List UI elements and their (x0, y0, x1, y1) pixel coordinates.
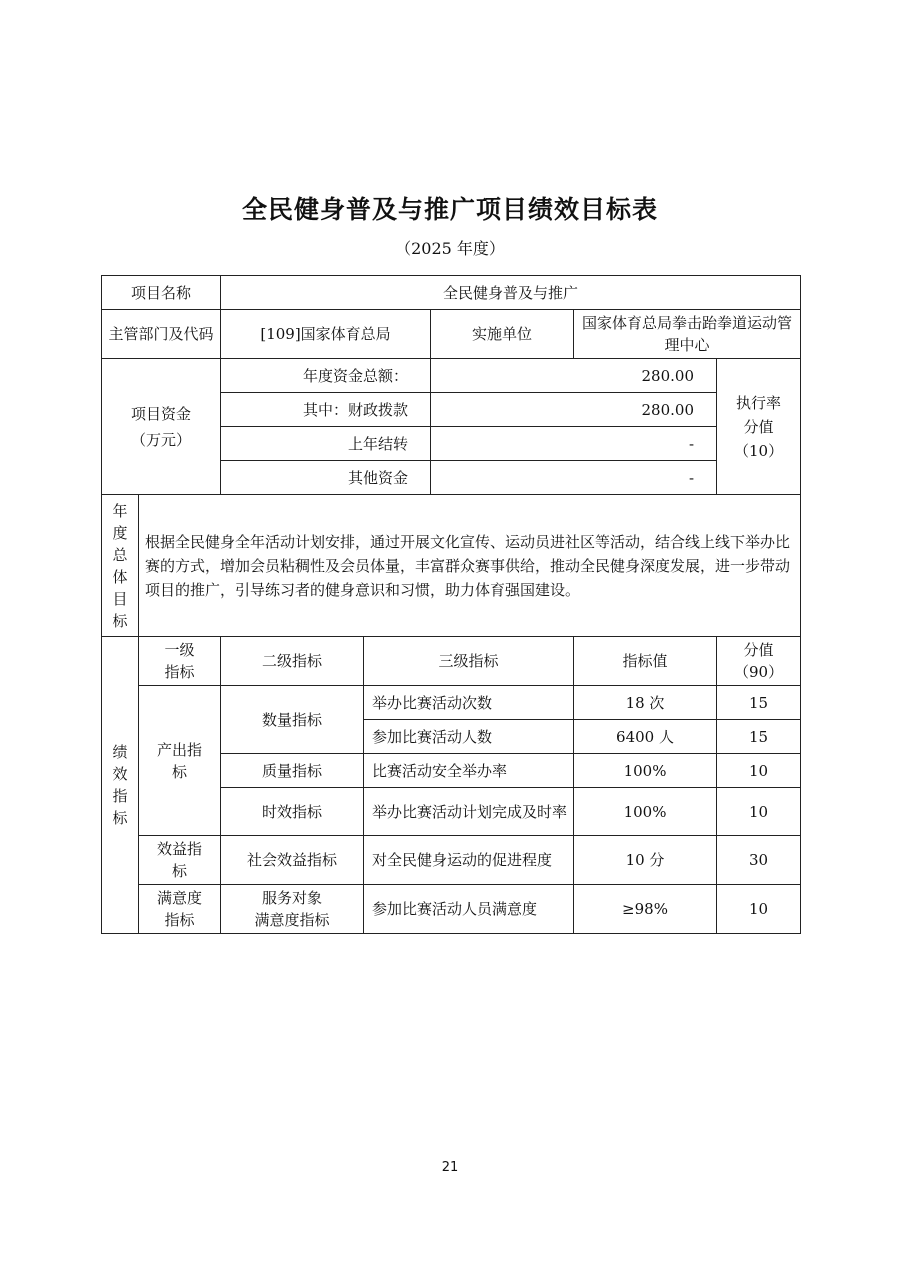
indicator-value: 100% (574, 754, 717, 788)
header-value: 指标值 (574, 637, 717, 686)
goal-label-char: 标 (112, 611, 128, 630)
project-name-row (102, 276, 801, 310)
satisfaction-indicator-label: 满意度 指标 (139, 885, 221, 934)
indicator-label-char: 指 (112, 787, 128, 805)
funds-carryover-label: 上年结转 (221, 427, 431, 461)
benefit-indicator-label: 效益指 标 (139, 836, 221, 885)
indicator-row (102, 686, 801, 720)
quantity-indicator-label: 数量指标 (221, 686, 364, 754)
indicator-score: 15 (717, 720, 801, 754)
funds-carryover-value: - (431, 427, 717, 461)
goal-label-char: 年 (112, 501, 128, 520)
funds-fiscal-label: 其中：财政拨款 (221, 393, 431, 427)
header-level2: 二级指标 (221, 637, 364, 686)
indicator-level3: 比赛活动安全举办率 (364, 754, 574, 788)
department-label: 主管部门及代码 (102, 310, 221, 359)
project-name-value: 全民健身普及与推广 (221, 276, 801, 310)
indicator-label-char: 绩 (112, 743, 128, 761)
department-row (102, 310, 801, 359)
indicator-level3: 参加比赛活动人员满意度 (364, 885, 574, 934)
quality-indicator-label: 质量指标 (221, 754, 364, 788)
header-score: 分值 （90） (717, 637, 801, 686)
indicator-label-char: 标 (112, 809, 128, 827)
indicator-score: 30 (717, 836, 801, 885)
overall-goal-label (102, 495, 139, 637)
funds-other-label: 其他资金 (221, 461, 431, 495)
indicator-score: 15 (717, 686, 801, 720)
overall-goal-text: 根据全民健身全年活动计划安排，通过开展文化宣传、运动员进社区等活动，结合线上线下举办比赛的方式，增加会员粘稠性及会员体量，丰富群众赛事供给，推动全民健身深度发展，进一步带动项目的推广，引导练习者的健身意识和习惯，助力体育强国建设。 (139, 495, 801, 637)
indicator-value: 100% (574, 788, 717, 836)
indicator-row (102, 885, 801, 934)
timeliness-indicator-label: 时效指标 (221, 788, 364, 836)
indicator-header-row (102, 637, 801, 686)
year-subtitle: （2025 年度） (395, 239, 505, 258)
goal-label-char: 度 (112, 523, 128, 542)
indicator-score: 10 (717, 885, 801, 934)
indicator-score: 10 (717, 754, 801, 788)
indicator-score: 10 (717, 788, 801, 836)
funds-other-value: - (431, 461, 717, 495)
service-satisfaction-indicator-label: 服务对象 满意度指标 (221, 885, 364, 934)
indicator-level3: 参加比赛活动人数 (364, 720, 574, 754)
indicator-level3: 对全民健身运动的促进程度 (364, 836, 574, 885)
department-value: [109]国家体育总局 (221, 310, 431, 359)
performance-indicator-label (102, 637, 139, 934)
indicator-row (102, 836, 801, 885)
funds-total-value: 280.00 (431, 359, 717, 393)
project-name-label: 项目名称 (102, 276, 221, 310)
implementing-unit-value: 国家体育总局拳击跆拳道运动管理中心 (574, 310, 801, 359)
indicator-value: ≥98% (574, 885, 717, 934)
goal-label-char: 目 (112, 589, 128, 608)
implementing-unit-label: 实施单位 (431, 310, 574, 359)
indicator-level3: 举办比赛活动计划完成及时率 (364, 788, 574, 836)
funds-total-label: 年度资金总额： (221, 359, 431, 393)
indicator-value: 18 次 (574, 686, 717, 720)
page-title: 全民健身普及与推广项目绩效目标表 (241, 195, 658, 224)
funds-label: 项目资金 （万元） (102, 359, 221, 495)
overall-goal-row (102, 495, 801, 637)
goal-label-char: 总 (112, 545, 128, 564)
goal-label-char: 体 (112, 567, 128, 586)
execution-rate-score: 执行率 分值 （10） (717, 359, 801, 495)
funds-row (102, 359, 801, 393)
header-level1: 一级 指标 (139, 637, 221, 686)
header-level3: 三级指标 (364, 637, 574, 686)
indicator-label-char: 效 (112, 765, 128, 783)
performance-target-table (101, 275, 801, 934)
output-indicator-label: 产出指 标 (139, 686, 221, 836)
indicator-value: 10 分 (574, 836, 717, 885)
indicator-value: 6400 人 (574, 720, 717, 754)
indicator-level3: 举办比赛活动次数 (364, 686, 574, 720)
funds-fiscal-value: 280.00 (431, 393, 717, 427)
social-benefit-indicator-label: 社会效益指标 (221, 836, 364, 885)
page-number: 21 (441, 1160, 459, 1175)
